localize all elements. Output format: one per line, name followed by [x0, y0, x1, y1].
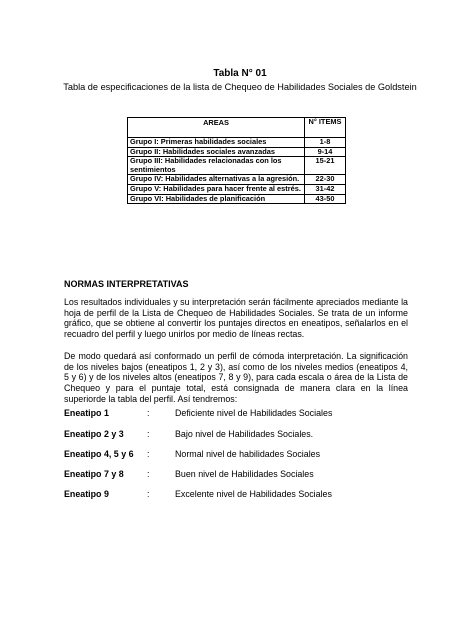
- items-cell: 9-14: [305, 147, 346, 157]
- eneatipo-label: Eneatipo 2 y 3: [64, 429, 124, 439]
- items-cell: 22-30: [305, 175, 346, 185]
- table-row: [128, 138, 346, 148]
- items-cell: 1-8: [305, 138, 346, 148]
- colon-separator: :: [147, 489, 150, 499]
- items-cell: 15-21: [305, 157, 346, 175]
- specification-table: [127, 117, 346, 204]
- items-cell: 31-42: [305, 184, 346, 194]
- eneatipo-label: Eneatipo 1: [64, 408, 109, 418]
- eneatipo-label: Eneatipo 9: [64, 489, 109, 499]
- header-areas: AREAS: [128, 118, 305, 138]
- area-cell: Grupo II: Habilidades sociales avanzadas: [128, 147, 305, 157]
- eneatipo-label: Eneatipo 7 y 8: [64, 469, 124, 479]
- colon-separator: :: [147, 469, 150, 479]
- header-items: N° ITEMS: [305, 118, 346, 138]
- eneatipo-description: Bajo nivel de Habilidades Sociales.: [175, 429, 314, 439]
- colon-separator: :: [147, 449, 150, 459]
- area-cell: Grupo IV: Habilidades alternativas a la agresión.: [128, 175, 305, 185]
- table-title-block: [60, 68, 420, 93]
- table-caption: Tabla de especificaciones de la lista de Chequeo de Habilidades Sociales de Goldstein: [63, 82, 417, 92]
- eneatipo-description: Normal nivel de habilidades Sociales: [175, 449, 321, 459]
- area-cell: Grupo V: Habilidades para hacer frente al estrés.: [128, 184, 305, 194]
- colon-separator: :: [147, 429, 150, 439]
- table-row: [128, 184, 346, 194]
- eneatipo-description: Deficiente nivel de Habilidades Sociales: [175, 408, 333, 418]
- section-heading: NORMAS INTERPRETATIVAS: [64, 279, 189, 289]
- table-header-row: [128, 118, 346, 138]
- items-cell: 43-50: [305, 194, 346, 204]
- table-row: [128, 157, 346, 175]
- eneatipo-description: Excelente nivel de Habilidades Sociales: [175, 489, 332, 499]
- area-cell: Grupo VI: Habilidades de planificación: [128, 194, 305, 204]
- area-cell: Grupo III: Habilidades relacionadas con los sentimientos: [128, 157, 305, 175]
- paragraph-1: Los resultados individuales y su interpretación serán fácilmente apreciados mediante la hoja de perfil de la Lista de Chequeo de Habilidades Sociales. Se trata de un informe gráfico, que se obtiene al convertir los puntajes directos en eneatipos, señalarlos en el recuadro del perfil y luego unirlos por medio de líneas rectas.: [64, 297, 408, 340]
- table-title: Tabla N° 01: [213, 68, 267, 79]
- table-row: [128, 194, 346, 204]
- colon-separator: :: [147, 408, 150, 418]
- eneatipo-description: Buen nivel de Habilidades Sociales: [175, 469, 314, 479]
- paragraph-2: De modo quedará así conformado un perfil de cómoda interpretación. La significación de los niveles bajos (eneatipos 1, 2 y 3), así como de los niveles medios (eneatipos 4, 5 y 6) y de los niveles altos (eneatipos 7, 8 y 9), para cada escala o área de la Lista de Chequeo y para el puntaje total, está consignada de manera clara en la línea superiorde la tabla del perfil. Así tendremos:: [64, 351, 408, 404]
- eneatipo-label: Eneatipo 4, 5 y 6: [64, 449, 134, 459]
- area-cell: Grupo I: Primeras habilidades sociales: [128, 138, 305, 148]
